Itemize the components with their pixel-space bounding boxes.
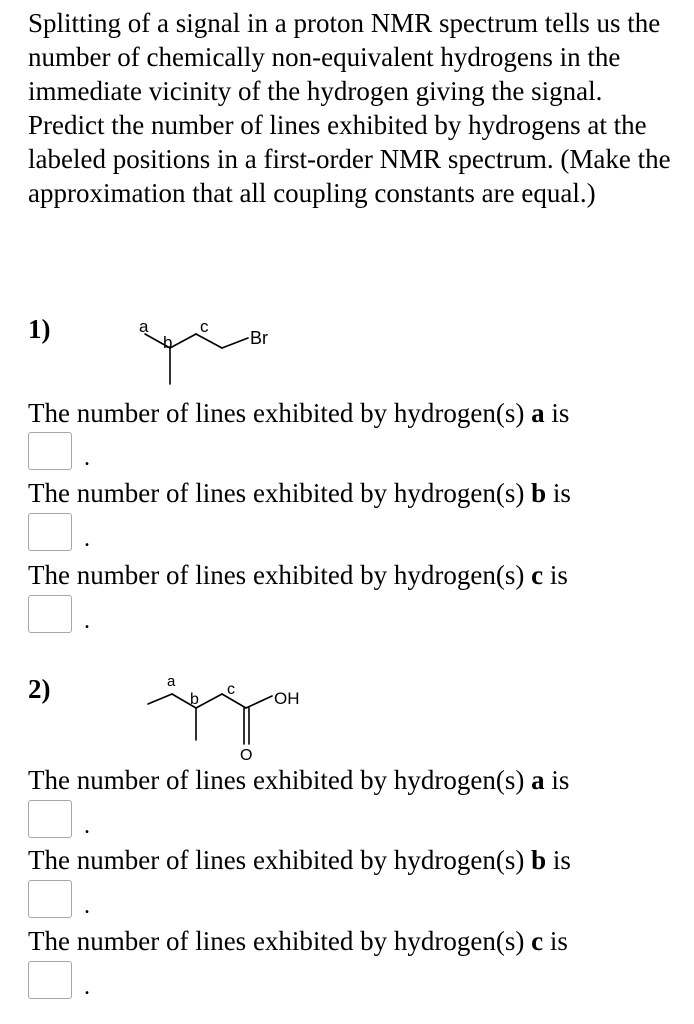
molecule-2-label-a: a — [167, 673, 176, 690]
molecule-2-structure — [140, 672, 340, 762]
q2-prompt-c: The number of lines exhibited by hydrogen(s) c is — [28, 926, 568, 956]
bond-b-c — [196, 694, 222, 708]
molecule-1-structure — [130, 310, 300, 390]
bond-c-oh — [246, 696, 272, 708]
q1-prompt-a: The number of lines exhibited by hydrogen(s) a is — [28, 398, 570, 428]
q1-answer-a-period: . — [84, 445, 90, 471]
q1-answer-c-period: . — [84, 608, 90, 634]
q2-answer-a-input[interactable] — [28, 800, 72, 838]
q2-answer-b-period: . — [84, 893, 90, 919]
bond-ch2-br — [222, 338, 248, 348]
q2-answer-a-period: . — [84, 813, 90, 839]
q2-answer-c-period: . — [84, 974, 90, 1000]
q2-prompt-a: The number of lines exhibited by hydrogen(s) a is — [28, 765, 570, 795]
question-1-number: 1) — [28, 314, 51, 344]
molecule-1-label-b: b — [163, 333, 173, 352]
bond-b-c — [170, 334, 196, 348]
question-2-number: 2) — [28, 674, 51, 704]
molecule-1-group-br: Br — [250, 328, 268, 348]
q1-answer-b-period: . — [84, 526, 90, 552]
question-intro: Splitting of a signal in a proton NMR spectrum tells us the number of chemically non-equivalent hydrogens in the immediate vicinity of the hydrogen giving the signal. Predict the number of lines exhibited by hydrogens at the labeled positions in a first-order NMR spectrum. (Make the approximation that all coupling constants are equal.) — [28, 8, 671, 208]
molecule-2-label-b: b — [190, 691, 199, 708]
molecule-1-label-c: c — [200, 317, 209, 336]
molecule-2-label-c: c — [227, 681, 235, 698]
q1-answer-b-input[interactable] — [28, 513, 72, 551]
molecule-1-label-a: a — [139, 317, 149, 336]
molecule-2-group-oh: OH — [274, 689, 300, 708]
q1-prompt-c: The number of lines exhibited by hydrogen(s) c is — [28, 560, 568, 590]
q1-prompt-b: The number of lines exhibited by hydrogen(s) b is — [28, 478, 571, 508]
q2-prompt-b: The number of lines exhibited by hydrogen(s) b is — [28, 845, 571, 875]
molecule-2-carbonyl-o: O — [240, 747, 253, 762]
bond-c-ch2 — [196, 334, 222, 348]
q1-answer-a-input[interactable] — [28, 432, 72, 470]
q2-answer-b-input[interactable] — [28, 880, 72, 918]
q1-answer-c-input[interactable] — [28, 595, 72, 633]
bond-ch3-a — [148, 694, 172, 704]
q2-answer-c-input[interactable] — [28, 961, 72, 999]
